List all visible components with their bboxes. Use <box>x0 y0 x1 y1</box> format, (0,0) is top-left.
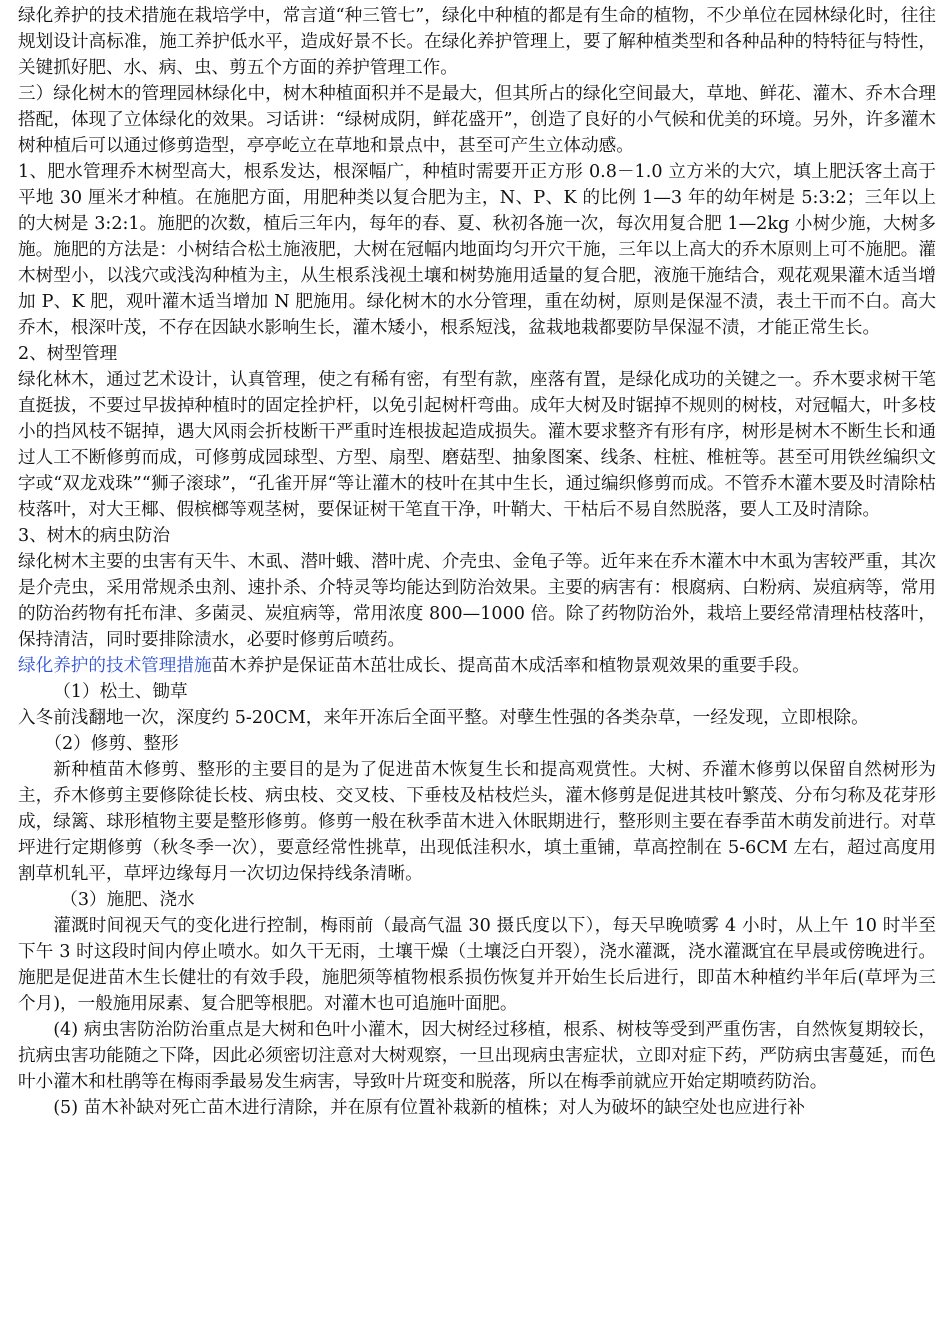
heading-tree-shape: 2、树型管理 <box>18 344 118 364</box>
paragraph-intro: 绿化养护的技术措施在栽培学中，常言道“种三管七”，绿化中种植的都是有生命的植物，不少单位在园林绿化时，往往规划设计高标准，施工养护低水平，造成好景不长。在绿化养护管理上，要了解种植类型和各种品种的特特征与特性，关键抓好肥、水、病、虫、剪五个方面的养护管理工作。 <box>18 6 936 78</box>
paragraph-replanting: (5) 苗木补缺对死亡苗木进行清除，并在原有位置补栽新的植株；对人为破坏的缺空处也应进行补 <box>53 1098 806 1118</box>
technical-measures-link[interactable]: 绿化养护的技术管理措施 <box>18 656 212 676</box>
paragraph-fertilize-water: 灌溉时间视天气的变化进行控制，梅雨前（最高气温 30 摄氏度以下），每天早晚喷雾 4 小时，从上午 10 时半至下午 3 时这段时间内停止喷水。如久干无雨，土壤干燥（土壤泛白开裂），浇水灌溉，浇水灌溉宜在早晨或傍晚进行。施肥是促进苗木生长健壮的有效手段，施肥须等植物根系损伤恢复并开始生长后进行，即苗木种植约半年后(草坪为三个月)，一般施用尿素、复合肥等根肥。对灌木也可追施叶面肥。 <box>18 916 936 1014</box>
heading-pruning: （2）修剪、整形 <box>44 734 179 754</box>
paragraph-trees: 三）绿化树木的管理园林绿化中，树木种植面积并不是最大，但其所占的绿化空间最大，草地、鲜花、灌木、乔木合理搭配，体现了立体绿化的效果。习话讲：“绿树成阴，鲜花盛开”，创造了良好的小气候和优美的环境。另外，许多灌木树种植后可以通过修剪造型，亭亭屹立在草地和景点中，甚至可产生立体动感。 <box>18 84 936 156</box>
paragraph-tree-shape: 绿化林木，通过艺术设计，认真管理，使之有稀有密，有型有款，座落有置，是绿化成功的关键之一。乔木要求树干笔直挺拔，不要过早拔掉种植时的固定拴护杆，以免引起树杆弯曲。成年大树及时锯掉不规则的树枝，对冠幅大，叶多枝小的挡风枝不锯掉，遇大风雨会折枝断干严重时连根拔起造成损失。灌木要求整齐有形有序，树形是树木不断生长和通过人工不断修剪而成，可修剪成园球型、方型、扇型、磨菇型、抽象图案、线条、柱桩、椎桩等。甚至可用铁丝编织文字或“双龙戏珠”“狮子滚球”，“孔雀开屏“等让灌木的枝叶在其中生长，通过编织修剪而成。不管乔木灌木要及时清除枯枝落叶，对大王椰、假槟榔等观茎树，要保证树干笔直干净，叶鞘大、干枯后不易自然脱落，要人工及时清除。 <box>18 370 936 520</box>
heading-pest-control: 3、树木的病虫防治 <box>18 526 170 546</box>
paragraph-pruning: 新种植苗木修剪、整形的主要目的是为了促进苗木恢复生长和提高观赏性。大树、乔灌木修剪以保留自然树形为主，乔木修剪主要修除徒长枝、病虫枝、交叉枝、下垂枝及枯枝烂头，灌木修剪是促进其枝叶繁茂、分布匀称及花芽形成，绿篱、球形植物主要是整形修剪。修剪一般在秋季苗木进入休眠期进行，整形则主要在春季苗木萌发前进行。对草坪进行定期修剪（秋冬季一次），要意经常性挑草，出现低洼积水，填土重铺，草高控制在 5-6CM 左右，超过高度用割草机轧平，草坪边缘每月一次切边保持线条清晰。 <box>18 760 936 884</box>
paragraph-pest-control: 绿化树木主要的虫害有天牛、木虱、潜叶蛾、潜叶虎、介壳虫、金龟子等。近年来在乔木灌木中木虱为害较严重，其次是介壳虫，采用常规杀虫剂、速扑杀、介特灵等均能达到防治效果。主要的病害有：根腐病、白粉病、炭疽病等，常用的防治药物有托布津、多菌灵、炭疽病等，常用浓度 800—1000 倍。除了药物防治外，栽培上要经常清理枯枝落叶，保持清洁，同时要排除渍水，必要时修剪后喷药。 <box>18 552 936 650</box>
heading-fertilize-water: （3）施肥、浇水 <box>60 890 195 910</box>
paragraph-disease-control: (4) 病虫害防治防治重点是大树和色叶小灌木，因大树经过移植，根系、树枝等受到严重伤害，自然恢复期较长，抗病虫害功能随之下降，因此必须密切注意对大树观察，一旦出现病虫害症状，立即对症下药，严防病虫害蔓延，而色叶小灌木和杜鹃等在梅雨季最易发生病害，导致叶片斑变和脱落，所以在梅季前就应开始定期喷药防治。 <box>18 1020 936 1092</box>
paragraph-nursery-care <box>18 653 936 679</box>
paragraph-fertilizer-water: 1、肥水管理乔木树型高大，根系发达，根深幅广，种植时需要开正方形 0.8－1.0 立方米的大穴，填上肥沃客土高于平地 30 厘米才种植。在施肥方面，用肥种类以复合肥为主，N、P、K 的比例 1—3 年的幼年树是 5:3:2；三年以上的大树是 3:2:1。施肥的次数，植后三年内，每年的春、夏、秋初各施一次，每次用复合肥 1—2kg 小树少施，大树多施。施肥的方法是：小树结合松土施液肥，大树在冠幅内地面均匀开穴干施，三年以上高大的乔木原则上可不施肥。灌木树型小，以浅穴或浅沟种植为主，从生根系浅视土壤和树势施用适量的复合肥，液施干施结合，观花观果灌木适当增加 P、K 肥，观叶灌木适当增加 N 肥施用。绿化树木的水分管理，重在幼树，原则是保湿不渍，表土干而不白。高大乔木，根深叶茂，不存在因缺水影响生长，灌木矮小，根系短浅，盆栽地栽都要防旱保湿不渍，才能正常生长。 <box>18 162 936 338</box>
nursery-care-text: 苗木养护是保证苗木茁壮成长、提高苗木成活率和植物景观效果的重要手段。 <box>211 656 810 676</box>
heading-loosen-soil: （1）松土、锄草 <box>53 682 188 702</box>
paragraph-loosen-soil: 入冬前浅翻地一次，深度约 5-20CM，来年开冻后全面平整。对孽生性强的各类杂草，一经发现，立即根除。 <box>18 708 869 728</box>
